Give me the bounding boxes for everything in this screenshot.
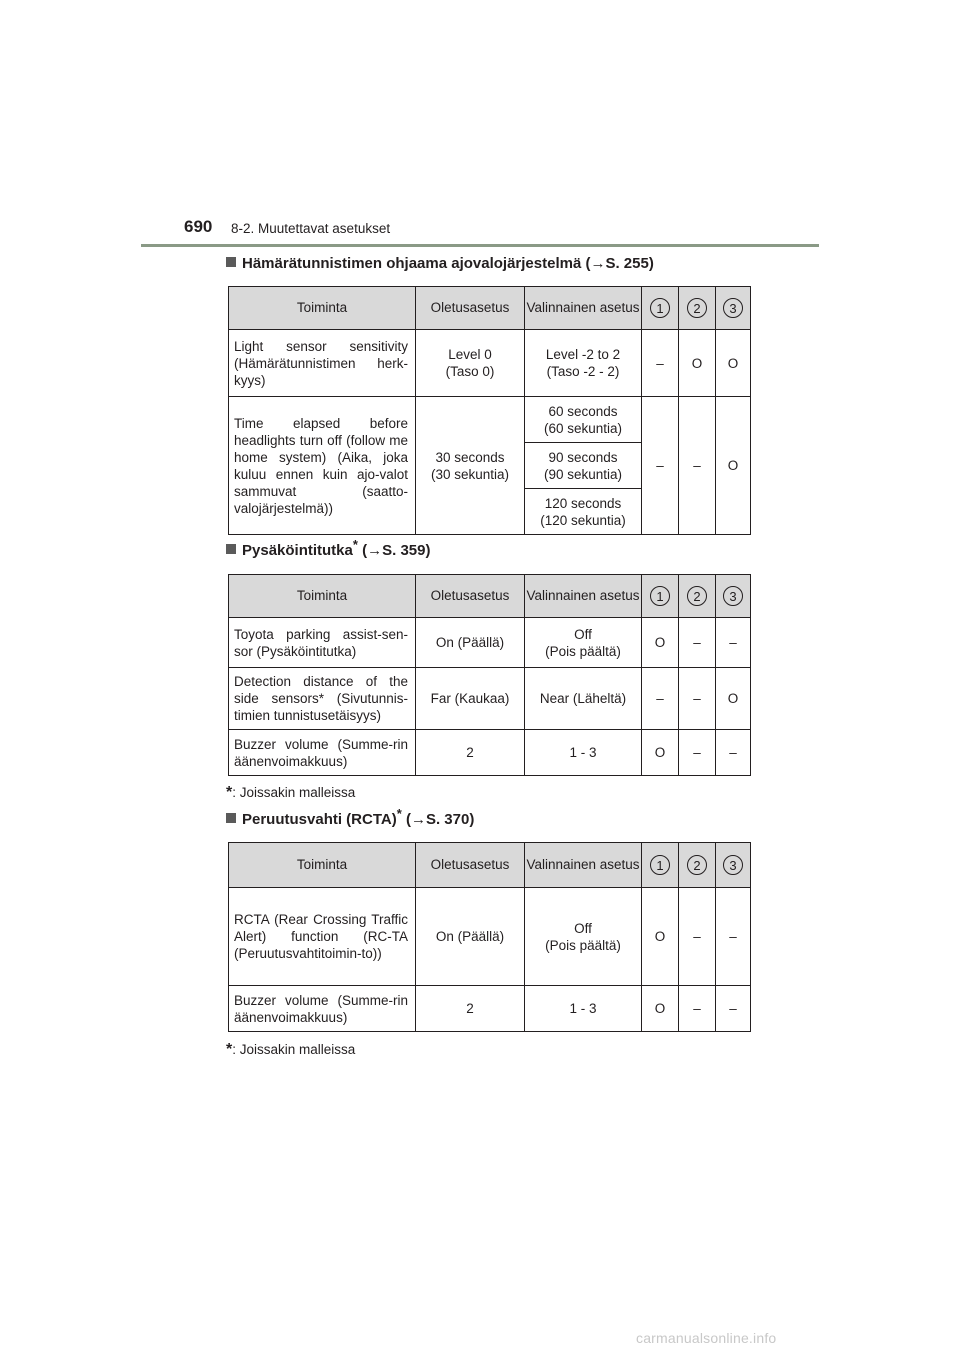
cell-c1: O xyxy=(642,618,679,668)
col-header-1: 1 xyxy=(642,287,679,330)
cell-function: Toyota parking assist-sen-sor (Pysäköintitutka) xyxy=(229,618,416,668)
cell-optional: 1 - 3 xyxy=(525,730,642,776)
col-header-2: 2 xyxy=(679,287,716,330)
col-header-default: Oletusasetus xyxy=(416,287,525,330)
cell-function: Light sensor sensitivity (Hämärätunnistimen herk-kyys) xyxy=(229,330,416,397)
table-row xyxy=(229,397,751,443)
cell-default: 30 seconds (30 sekuntia) xyxy=(416,397,525,535)
footnote-text: : Joissakin malleissa xyxy=(232,785,356,800)
cell-c2: O xyxy=(679,330,716,397)
watermark: carmanualsonline.info xyxy=(636,1330,777,1346)
footnote xyxy=(226,1041,355,1059)
col-header-optional: Valinnainen asetus xyxy=(525,287,642,330)
arrow-right-icon: → xyxy=(367,542,383,559)
col-header-1: 1 xyxy=(642,575,679,618)
page-reference: S. 370) xyxy=(425,811,475,828)
cell-c3: – xyxy=(716,730,751,776)
heading-text: Hämärätunnistimen ohjaama ajovalojärjestelmä ( xyxy=(242,255,591,272)
cell-c1: – xyxy=(642,668,679,730)
page-reference: S. 255) xyxy=(605,255,654,272)
footnote-text: : Joissakin malleissa xyxy=(232,1042,356,1057)
table-row xyxy=(229,668,751,730)
cell-c2: – xyxy=(679,618,716,668)
col-header-default: Oletusasetus xyxy=(416,575,525,618)
cell-default: 2 xyxy=(416,730,525,776)
heading-text: Peruutusvahti (RCTA) xyxy=(242,811,397,828)
cell-optional: Near (Läheltä) xyxy=(525,668,642,730)
footnote xyxy=(226,784,355,802)
cell-c1: O xyxy=(642,730,679,776)
settings-table-rcta xyxy=(228,842,751,1032)
cell-optional: 60 seconds (60 sekuntia) xyxy=(525,397,642,443)
cell-c3: – xyxy=(716,618,751,668)
col-header-3: 3 xyxy=(716,287,751,330)
cell-c2: – xyxy=(679,730,716,776)
col-header-function: Toiminta xyxy=(229,287,416,330)
arrow-right-icon: → xyxy=(590,255,606,272)
cell-optional: Off (Pois päältä) xyxy=(525,888,642,986)
col-header-2: 2 xyxy=(679,843,716,888)
cell-c3: – xyxy=(716,888,751,986)
section-heading-rcta: Peruutusvahti (RCTA)* (→S. 370) xyxy=(226,811,474,828)
asterisk-mark: * xyxy=(396,806,402,821)
cell-function: Buzzer volume (Summe-rin äänenvoimakkuus) xyxy=(229,986,416,1032)
cell-default: 2 xyxy=(416,986,525,1032)
cell-c2: – xyxy=(679,397,716,535)
cell-c2: – xyxy=(679,986,716,1032)
cell-c1: – xyxy=(642,330,679,397)
cell-optional: Off (Pois päältä) xyxy=(525,618,642,668)
cell-c2: – xyxy=(679,888,716,986)
col-header-optional: Valinnainen asetus xyxy=(525,843,642,888)
table-row xyxy=(229,986,751,1032)
cell-function: Buzzer volume (Summe-rin äänenvoimakkuus) xyxy=(229,730,416,776)
col-header-default: Oletusasetus xyxy=(416,843,525,888)
cell-optional: Level -2 to 2 (Taso -2 - 2) xyxy=(525,330,642,397)
settings-table-parking-sensor xyxy=(228,574,751,776)
col-header-1: 1 xyxy=(642,843,679,888)
section-heading-parking-sensor: Pysäköintitutka* (→S. 359) xyxy=(226,542,430,559)
page-reference: S. 359) xyxy=(382,542,431,559)
square-bullet-icon xyxy=(226,257,236,267)
chapter-title: 8-2. Muutettavat asetukset xyxy=(231,221,391,236)
section-heading-auto-light xyxy=(226,255,654,272)
cell-default: On (Päällä) xyxy=(416,618,525,668)
cell-c3: O xyxy=(716,330,751,397)
cell-default: Level 0 (Taso 0) xyxy=(416,330,525,397)
cell-c1: – xyxy=(642,397,679,535)
square-bullet-icon xyxy=(226,544,236,554)
col-header-function: Toiminta xyxy=(229,575,416,618)
page-number: 690 xyxy=(184,217,213,236)
square-bullet-icon xyxy=(226,813,236,823)
cell-function: RCTA (Rear Crossing Traffic Alert) function (RC-TA (Peruutusvahtitoimin-to)) xyxy=(229,888,416,986)
cell-c1: O xyxy=(642,986,679,1032)
cell-default: On (Päällä) xyxy=(416,888,525,986)
asterisk-mark: * xyxy=(226,784,233,801)
col-header-3: 3 xyxy=(716,843,751,888)
asterisk-mark: * xyxy=(352,537,358,552)
cell-function: Detection distance of the side sensors* (Sivutunnis-timien tunnistusetäisyys) xyxy=(229,668,416,730)
table-row xyxy=(229,330,751,397)
arrow-right-icon: → xyxy=(410,811,426,828)
cell-c3: O xyxy=(716,668,751,730)
cell-c2: – xyxy=(679,668,716,730)
cell-optional: 120 seconds (120 sekuntia) xyxy=(525,489,642,535)
cell-c1: O xyxy=(642,888,679,986)
table-row xyxy=(229,888,751,986)
cell-c3: O xyxy=(716,397,751,535)
cell-optional: 90 seconds (90 sekuntia) xyxy=(525,443,642,489)
settings-table-auto-light xyxy=(228,286,751,535)
col-header-optional: Valinnainen asetus xyxy=(525,575,642,618)
table-row xyxy=(229,618,751,668)
heading-text: Pysäköintitutka xyxy=(242,542,353,559)
header-rule xyxy=(141,244,819,247)
cell-default: Far (Kaukaa) xyxy=(416,668,525,730)
table-row xyxy=(229,730,751,776)
col-header-2: 2 xyxy=(679,575,716,618)
col-header-3: 3 xyxy=(716,575,751,618)
cell-c3: – xyxy=(716,986,751,1032)
cell-optional: 1 - 3 xyxy=(525,986,642,1032)
col-header-function: Toiminta xyxy=(229,843,416,888)
cell-function: Time elapsed before headlights turn off (follow me home system) (Aika, joka kuluu ennen kuin ajo-valot sammuvat (saatto-valojärjestelmä)) xyxy=(229,397,416,535)
asterisk-mark: * xyxy=(226,1041,233,1058)
